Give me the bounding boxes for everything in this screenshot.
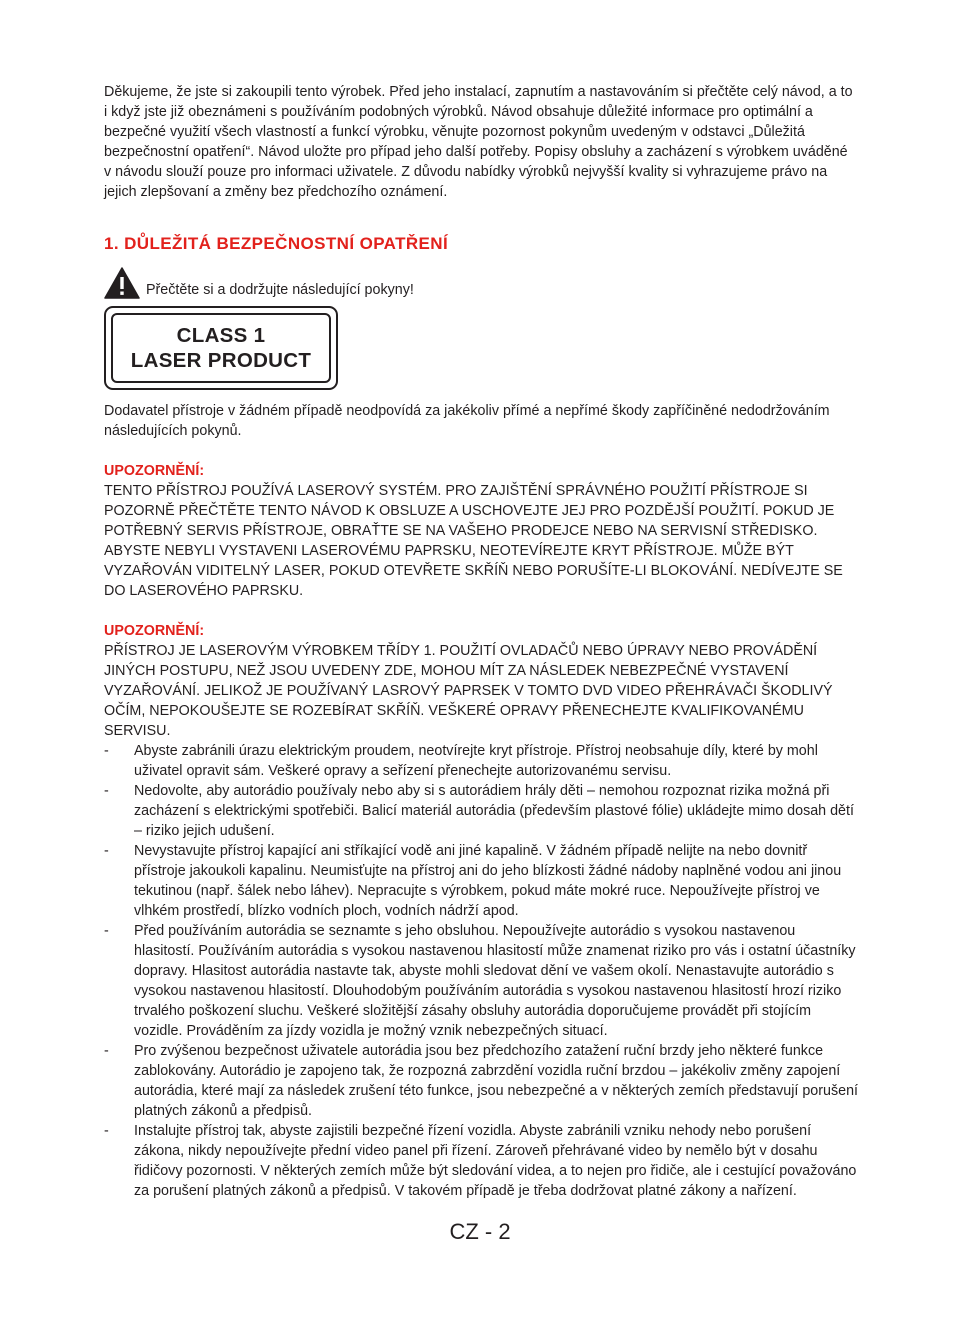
laser-label-line2: LASER PRODUCT bbox=[130, 349, 312, 372]
list-item-text: Abyste zabránili úrazu elektrickým proudem, neotvírejte kryt přístroje. Přístroj neobsahuje díly, které by mohl uživatel opravit sám. Veškeré opravy a seřízení přenechejte autorizovanému servisu. bbox=[134, 743, 818, 779]
laser-label-inner bbox=[111, 313, 331, 383]
laser-class-label bbox=[104, 306, 338, 390]
warning-row bbox=[104, 267, 858, 299]
page-number: CZ - 2 bbox=[449, 1219, 511, 1244]
list-item-text: Před používáním autorádia se seznamte s jeho obsluhou. Nepoužívejte autorádio s vysokou nastavenou hlasitostí. Používáním autorádia s vysokou nastavenou hlasitostí může znamenat riziko pro vás i ostatní účastníky dopravy. Hlasitost autorádia nastavte tak, abyste mohli sledovat dění ve vašem okolí. Nenastavujte autorádio s vysokou nastavenou hlasitostí. Dlouhodobým používáním autorádia s vysokou nastavenou hlasitostí hrozí riziko trvalého poškození sluchu. Veškeré složitější zásahy obsluhy autorádia doporučujeme provádět při stojícím vozidle. Prováděním za jízdy vozidla je možný vznik nebezpečných situací. bbox=[134, 923, 856, 1039]
intro-paragraph: Děkujeme, že jste si zakoupili tento výrobek. Před jeho instalací, zapnutím a nastavováním si přečtěte celý návod, a to i když jste již obeznámeni s používáním podobných výrobků. Návod obsahuje důležité informace pro optimální a bezpečné využití všech vlastností a funkcí výrobku, věnujte pozornost pokynům uvedeným v odstavci „Důležitá bezpečnostní opatření“. Návod uložte pro případ jeho další potřeby. Popisy obsluhy a zacházení s výrobkem uváděné v návodu slouží pouze pro informaci uživatele. Z důvodu nabídky výrobků nejvyšší kvality si vyhrazujeme právo na jejich zlepšovaní a změny bez předchozího oznámení. bbox=[104, 84, 853, 200]
list-item bbox=[104, 841, 858, 921]
list-bullet: - bbox=[104, 923, 109, 939]
list-item-text: Pro zvýšenou bezpečnost uživatele autorádia jsou bez předchozího zatažení ruční brzdy jeho některé funkce zablokovány. Autorádio je zapojeno tak, že rozpozná zabrzdění vozidla ruční brzdou – jakékoliv změny zapojení autorádia, které mají za následek zrušení této funkce, jsou nebezpečné a v některých zemích představují porušení platných zákonů a předpisů. bbox=[134, 1043, 858, 1119]
list-bullet: - bbox=[104, 1123, 109, 1139]
caution1-text: TENTO PŘÍSTROJ POUŽÍVÁ LASEROVÝ SYSTÉM. PRO ZAJIŠTĚNÍ SPRÁVNÉHO POUŽITÍ PŘÍSTROJE SI POZORNĚ PŘEČTĚTE TENTO NÁVOD K OBSLUZE A USCHOVEJTE JEJ PRO POZDĚJŠÍ POUŽITÍ. POKUD JE POTŘEBNÝ SERVIS PŘÍSTROJE, OBRAŤTE SE NA VAŠEHO PRODEJCE NEBO NA SERVISNÍ STŘEDISKO. ABYSTE NEBYLI VYSTAVENI LASEROVÉMU PAPRSKU, NEOTEVÍREJTE KRYT PŘÍSTROJE. MŮŽE BÝT VYZAŘOVÁN VIDITELNÝ LASER, POKUD OTEVŘETE SKŘÍŇ NEBO PORUŠÍTE-LI BLOKOVÁNÍ. NEDÍVEJTE SE DO LASEROVÉHO PAPRSKU. bbox=[104, 483, 843, 599]
list-item-text: Nedovolte, aby autorádio používaly nebo aby si s autorádiem hrály děti – nemohou rozpoznat rizika možná při zacházení s elektrickými spotřebiči. Balicí materiál autorádia (především plastové fólie) ukládejte mimo dosah dětí – riziko jejich udušení. bbox=[134, 783, 854, 839]
section-heading: 1. DŮLEŽITÁ BEZPEČNOSTNÍ OPATŘENÍ bbox=[104, 234, 449, 253]
caution2-label: UPOZORNĚNÍ: bbox=[104, 623, 205, 639]
list-bullet: - bbox=[104, 1043, 109, 1059]
list-bullet: - bbox=[104, 743, 109, 759]
disclaimer-paragraph: Dodavatel přístroje v žádném případě neodpovídá za jakékoliv přímé a nepřímé škody zapříčiněné nedodržováním následujících pokynů. bbox=[104, 403, 830, 439]
list-item bbox=[104, 1121, 858, 1201]
list-item bbox=[104, 741, 858, 781]
list-item-text: Instalujte přístroj tak, abyste zajistili bezpečné řízení vozidla. Abyste zabránili vzniku nehody nebo porušení zákona, nikdy nepoužívejte přední video panel při řízení. Zároveň přehrávané video by nemělo být v dosahu řidičovy pozornosti. V některých zemích může být sledování videa, a to nejen pro řidiče, ale i cestující považováno za porušení platných zákonů a předpisů. V takovém případě je třeba dodržovat platné zákony a nařízení. bbox=[134, 1123, 857, 1199]
list-item bbox=[104, 781, 858, 841]
list-bullet: - bbox=[104, 843, 109, 859]
list-bullet: - bbox=[104, 783, 109, 799]
caution2-text: PŘÍSTROJ JE LASEROVÝM VÝROBKEM TŘÍDY 1. POUŽITÍ OVLADAČŮ NEBO ÚPRAVY NEBO PROVÁDĚNÍ JINÝCH POSTUPU, NEŽ JSOU UVEDENY ZDE, MOHOU MÍT ZA NÁSLEDEK NEBEZPEČNÉ VYSTAVENÍ VYZAŘOVÁNÍ. JELIKOŽ JE POUŽÍVANÝ LASROVÝ PAPRSEK V TOMTO DVD VIDEO PŘEHRÁVAČI ŠKODLIVÝ OČÍM, NEPOKOUŠEJTE SE ROZEBÍRAT SKŘÍŇ. VEŠKERÉ OPRAVY PŘENECHEJTE KVALIFIKOVANÉMU SERVISU. bbox=[104, 643, 833, 739]
warning-triangle-icon bbox=[104, 267, 140, 299]
list-item bbox=[104, 1041, 858, 1121]
laser-label-line1: CLASS 1 bbox=[176, 324, 266, 347]
warning-text: Přečtěte si a dodržujte následující pokyny! bbox=[146, 282, 414, 298]
page-content bbox=[104, 82, 858, 1201]
safety-list bbox=[104, 741, 858, 1201]
list-item bbox=[104, 921, 858, 1041]
list-item-text: Nevystavujte přístroj kapající ani stříkající vodě ani jiné kapalině. V žádném případě nelijte na nebo dovnitř přístroje jakoukoli kapalinu. Neumisťujte na přístroj ani do jeho blízkosti žádné nádoby naplněné vodou ani jinou tekutinou (např. šálek nebo láhev). Nepracujte s výrobkem, pokud máte mokré ruce. Nepoužívejte přístroj ve vlhkém prostředí, blízko vodních ploch, vodních nádrží apod. bbox=[134, 843, 842, 919]
caution1-label: UPOZORNĚNÍ: bbox=[104, 463, 205, 479]
